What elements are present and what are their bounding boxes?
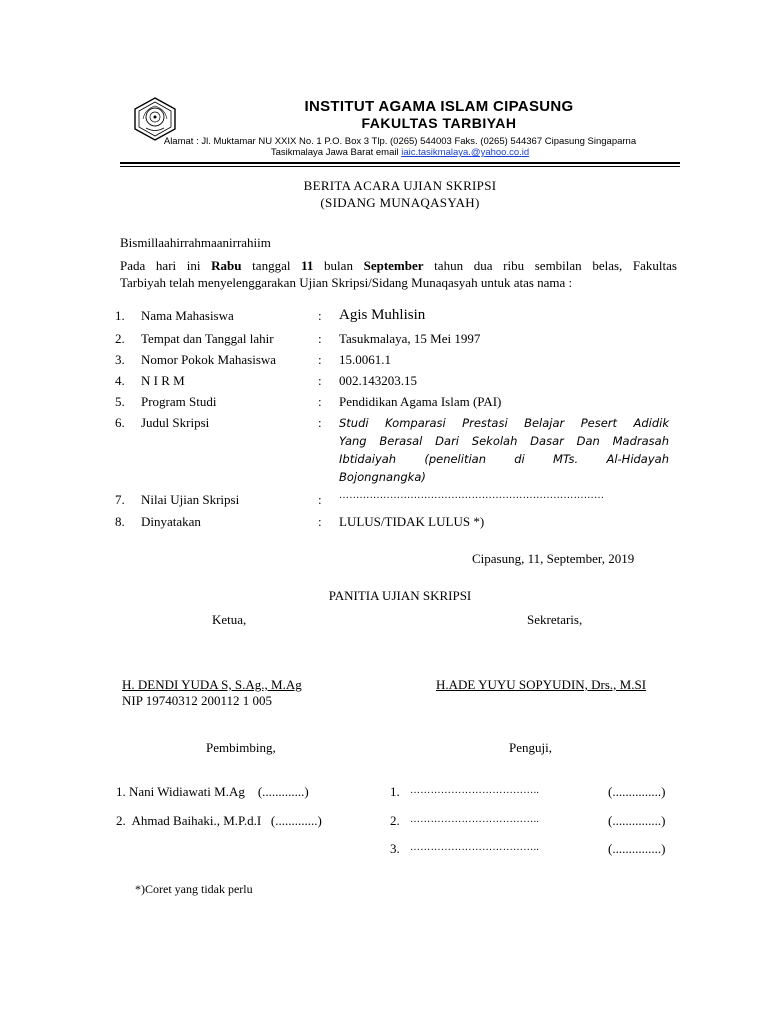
field-label-npm: Nomor Pokok Mahasiswa (141, 352, 277, 367)
advisor-item: 2. Ahmad Baihaki., M.P.d.I (.............) (116, 813, 322, 828)
faculty-name: FAKULTAS TARBIYAH (361, 115, 517, 131)
intro-day: Rabu (211, 258, 242, 273)
header-rule-thin (120, 166, 680, 167)
field-value-judul (339, 414, 669, 486)
examiner-number: 3. (390, 841, 400, 856)
judul-line: Ibtidaiyah (penelitian di MTs. Al-Hidayah (339, 452, 669, 466)
institution-name: INSTITUT AGAMA ISLAM CIPASUNG (304, 98, 574, 115)
footnote: *)Coret yang tidak perlu (135, 882, 253, 896)
field-value-dinyatakan: LULUS/TIDAK LULUS *) (339, 514, 485, 529)
intro-text: tanggal (241, 258, 302, 273)
advisor-item: 1. Nani Widiawati M.Ag (.............) (116, 784, 309, 799)
field-colon: : (318, 331, 322, 346)
examiner-name-line[interactable]: ……………………………….. (410, 842, 540, 853)
document-subtitle: (SIDANG MUNAQASYAH) (320, 195, 480, 210)
intro-text: bulan (313, 258, 364, 273)
header-rule-thick (120, 162, 680, 164)
place-date: Cipasung, 11, September, 2019 (472, 551, 635, 566)
examiner-name-line[interactable]: ……………………………….. (410, 814, 540, 825)
field-colon: : (318, 394, 322, 409)
intro-text: tahun dua ribu sembilan belas, Fakultas (423, 258, 677, 273)
document-title: BERITA ACARA UJIAN SKRIPSI (303, 178, 497, 193)
field-colon: : (318, 308, 322, 323)
field-value-nilai[interactable]: …………………………………………………………………… (339, 490, 605, 501)
field-colon: : (318, 373, 322, 388)
address-line-1: Alamat : Jl. Muktamar NU XXIX No. 1 P.O. Box 3 Tlp. (0265) 544003 Faks. (0265) 544367 Cipasung Singaparna (163, 136, 637, 147)
field-label-ttl: Tempat dan Tanggal lahir (141, 331, 274, 346)
sekretaris-label: Sekretaris, (527, 612, 583, 627)
field-value-nirm: 002.143203.15 (339, 373, 417, 388)
field-label-dinyatakan: Dinyatakan (141, 514, 201, 529)
examiner-signature[interactable]: (...............) (608, 841, 666, 856)
examiner-signature[interactable]: (...............) (608, 784, 666, 799)
field-number: 7. (115, 492, 125, 507)
examiner-signature[interactable]: (...............) (608, 813, 666, 828)
address-line-2 (140, 147, 660, 158)
field-number: 2. (115, 331, 125, 346)
sekretaris-name: H.ADE YUYU SOPYUDIN, Drs., M.SI (436, 677, 647, 692)
examiner-number: 1. (390, 784, 400, 799)
field-label-nirm: N I R M (141, 373, 185, 388)
examiner-name-line[interactable]: ……………………………….. (410, 785, 540, 796)
field-colon: : (318, 492, 322, 507)
judul-line: Studi Komparasi Prestasi Belajar Pesert Adidik (339, 416, 669, 430)
ketua-label: Ketua, (212, 612, 247, 627)
intro-line-2: Tarbiyah telah menyelenggarakan Ujian Skripsi/Sidang Munaqasyah untuk atas nama : (120, 275, 573, 290)
field-colon: : (318, 352, 322, 367)
examiner-number: 2. (390, 813, 400, 828)
field-label-nama: Nama Mahasiswa (141, 308, 234, 323)
intro-date: 11 (301, 258, 314, 273)
field-number: 8. (115, 514, 125, 529)
penguji-label: Penguji, (509, 740, 552, 755)
address-prefix: Tasikmalaya Jawa Barat email (270, 147, 402, 158)
ketua-nip: NIP 19740312 200112 1 005 (122, 693, 272, 708)
field-value-nama: Agis Muhlisin (339, 307, 426, 323)
ketua-name: H. DENDI YUDA S, S.Ag., M.Ag (122, 677, 302, 692)
field-value-npm: 15.0061.1 (339, 352, 391, 367)
judul-line: Yang Berasal Dari Sekolah Dasar Dan Madrasah (339, 434, 669, 448)
field-number: 6. (115, 415, 125, 430)
university-seal-icon (133, 97, 177, 141)
field-number: 5. (115, 394, 125, 409)
intro-month: September (363, 258, 424, 273)
field-number: 1. (115, 308, 125, 323)
opening-basmala: Bismillaahirrahmaanirrahiim (120, 235, 271, 250)
field-colon: : (318, 514, 322, 529)
field-value-ttl: Tasukmalaya, 15 Mei 1997 (339, 331, 481, 346)
field-colon: : (318, 415, 322, 430)
intro-line-1 (120, 258, 677, 274)
field-label-nilai: Nilai Ujian Skripsi (141, 492, 240, 507)
field-label-prodi: Program Studi (141, 394, 217, 409)
field-number: 4. (115, 373, 125, 388)
field-label-judul: Judul Skripsi (141, 415, 210, 430)
field-value-prodi: Pendidikan Agama Islam (PAI) (339, 394, 502, 409)
email-link[interactable]: iaic.tasikmalaya.@yahoo.co.id (401, 147, 530, 158)
committee-title: PANITIA UJIAN SKRIPSI (328, 588, 472, 603)
intro-text: Pada hari ini (120, 258, 212, 273)
pembimbing-label: Pembimbing, (206, 740, 276, 755)
judul-line: Bojongnangka) (339, 470, 426, 484)
field-number: 3. (115, 352, 125, 367)
